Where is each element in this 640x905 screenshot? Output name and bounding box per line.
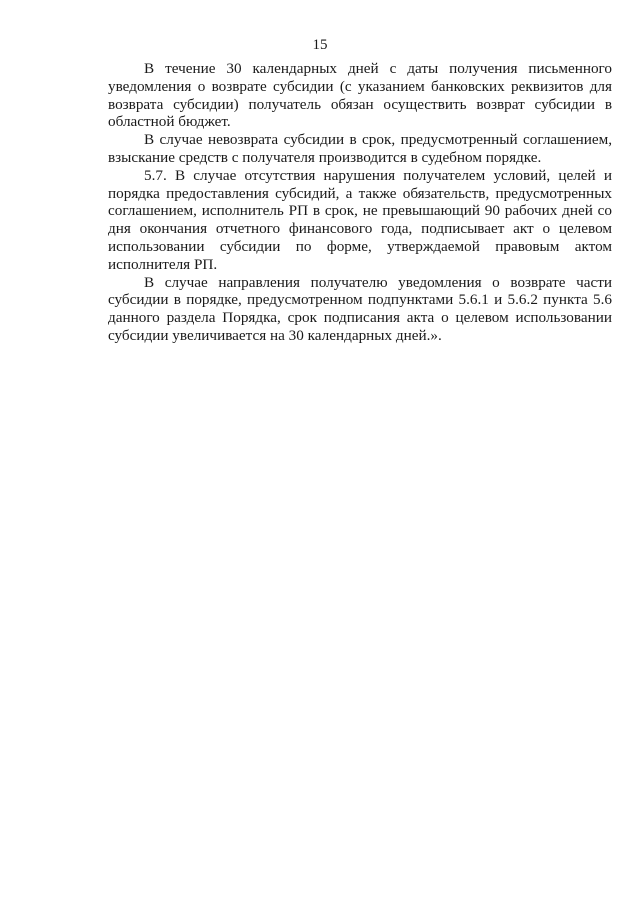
paragraph-refund-deadline: В течение 30 календарных дней с даты получения письменного уведомления о возврате субсидии (с указанием банковских реквизитов для возврата субсидии) получатель обязан осуществить возврат субсидии в областной бюджет. [108, 60, 612, 131]
paragraph-court-recovery: В случае невозврата субсидии в срок, предусмотренный соглашением, взыскание средств с получателя производится в судебном порядке. [108, 131, 612, 166]
body-text [108, 60, 612, 345]
page-number: 15 [312, 37, 328, 53]
paragraph-5-7-act-signing: 5.7. В случае отсутствия нарушения получателем условий, целей и порядка предоставления субсидий, а также обязательств, предусмотренных соглашением, исполнитель РП в срок, не превышающий 90 рабочих дней со дня окончания отчетного финансового года, подписывает акт о целевом использовании субсидии по форме, утверждаемой правовым актом исполнителя РП. [108, 166, 612, 273]
paragraph-term-extension: В случае направления получателю уведомления о возврате части субсидии в порядке, предусмотренном подпунктами 5.6.1 и 5.6.2 пункта 5.6 данного раздела Порядка, срок подписания акта о целевом использовании субсидии увеличивается на 30 календарных дней.». [108, 273, 612, 344]
